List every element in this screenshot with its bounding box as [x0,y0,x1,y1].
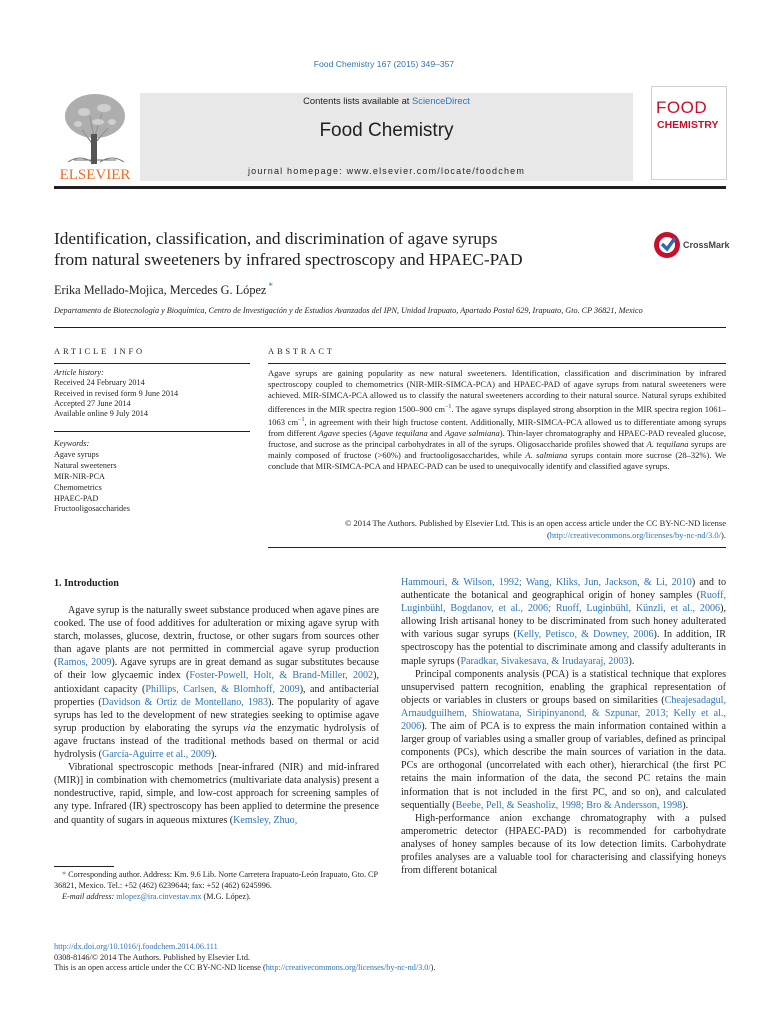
abstract-part: syrups are mainly composed of fructose (>60%) and fructooligosaccharides, while [268,438,726,461]
title-line-1: Identification, classification, and discrimination of agave syrups [54,229,498,248]
paragraph-text: ). [628,655,635,667]
paragraph-text: ) and to authenticate the botanical and geographical origin of honey samples ( [401,577,727,602]
article-info-heading: ARTICLE INFO [54,346,145,356]
keywords-rule [54,431,250,432]
paragraph-text: ). [682,799,689,811]
abstract-part: , in agreement with their high fructose content. Additionally, MIR-SIMCA-PCA allowed us to differentiate among syrups from different [268,416,727,438]
email-suffix: (M.G. López). [201,892,251,902]
abstract-part: Agave syrups are gaining popularity as new natural sweeteners. Identification, classification and discrimination by infrared spectroscopy coupled to chemometrics (NIR-MIR-SIMCA-PCA) and HPAEC-PAD of agave syrups from natural sweeteners were achieved. MIR-SIMCA-PCA allowed us to classify the natural sweeteners according to their natural source. Natural syrups exhibited differences in the MIR spectra region 1500–900 cm [268,368,726,414]
citation-link[interactable]: Ruoff, Luginbühl, Bogdanov, et al., 2006; Ruoff, Luginbühl, Künzli, et al., 2006 [401,590,726,615]
citation-link[interactable]: Beebe, Pell, & Seasholiz, 1998; Bro & Andersson, 1998 [455,799,683,811]
body-paragraph [401,812,726,877]
paper-title [54,228,634,270]
keyword: Natural sweeteners [54,460,117,470]
footnote-text: Corresponding author. Address: Km. 9.6 Lib. Norte Carretera Irapuato-León Irapuato, Gto. CP 36821, Mexico. Tel.: +52 (462) 6239644; fax: +52 (462) 6245996. [54,870,378,891]
authors-text: Erika Mellado-Mojica, Mercedes G. López [54,283,267,298]
abstract-part: . The agave syrups displayed strong absorption in the MIR spectra region 1061–1063 cm [268,403,726,427]
issn-line: 0308-8146/© 2014 The Authors. Published by Elsevier Ltd. [54,952,250,962]
journal-reference-link[interactable]: Food Chemistry 167 (2015) 349–357 [313,59,455,69]
citation-link[interactable]: García-Aguirre et al., 2009 [101,749,211,761]
body-paragraph [54,604,379,761]
email-link[interactable]: mlopez@ira.cinvestav.mx [116,892,202,902]
abstract-copyright: © 2014 The Authors. Published by Elsevier Ltd. This is an open access article under the CC BY-NC-ND license [344,518,726,528]
history-online: Available online 9 July 2014 [54,409,148,419]
abstract-part: syrups contain more sucrose (28–32%). We conclude that MIR-SIMCA-PCA and HPAEC-PAD can be used to unequivocally identify and classified agave syrups. [268,450,726,472]
body-paragraph [54,761,379,826]
affiliation: Departamento de Biotecnología y Bioquímica, Centro de Investigación y de Estudios Avanzados del IPN, Unidad Irapuato, Apartado Postal 629, Irapuato, Gto. CP 36821, Mexico [54,306,643,315]
doi-link[interactable]: http://dx.doi.org/10.1016/j.foodchem.2014.06.111 [54,942,218,951]
keyword: MIR-NIR-PCA [54,471,105,481]
history-received: Received 24 February 2014 [54,378,145,388]
footnote [54,869,379,903]
species-name: A. salmiana [525,450,568,461]
abstract-text [268,368,726,472]
italic-word: via [243,722,256,734]
wavenumber-unit: −1 [444,403,452,410]
citation-link[interactable]: Ramos, 2009 [57,657,112,669]
corresponding-author-mark[interactable]: * [268,281,273,291]
abstract-part: and [427,427,445,438]
species-name: Agave salmiana [444,427,500,438]
email-label: E-mail address: [62,892,115,902]
keyword: Agave syrups [54,449,99,459]
keywords-label: Keywords: [54,439,90,448]
body-paragraph [401,668,726,812]
citation-link[interactable]: Kemsley, Zhuo, [233,814,298,826]
species-name: Agave [318,427,340,438]
body-column-left [54,604,379,827]
contents-line [140,95,633,106]
history-accepted: Accepted 27 June 2014 [54,398,131,408]
journal-title: Food Chemistry [319,120,454,141]
footnote-rule [54,866,114,867]
contents-prefix: Contents lists available at [303,95,413,106]
citation-link[interactable]: Cheajesadagul, Arnaudguilhem, Shiowatana, Siripinyanond, & Szpunar, 2013; Kelly et al., 2006 [401,694,726,733]
abstract-rule [268,363,726,364]
citation-link[interactable]: Davidson & Ortiz de Montellano, 1983 [101,696,269,708]
paragraph-text: ). [210,749,217,761]
keyword: Chemometrics [54,482,102,492]
citation-link[interactable]: Phillips, Carlsen, & Blomhoff, 2009 [145,683,300,695]
keyword: Fructooligosaccharides [54,504,130,514]
license-close: ). [721,530,726,540]
open-access-line [54,963,726,974]
journal-homepage[interactable]: journal homepage: www.elsevier.com/locate/foodchem [247,166,526,176]
paragraph-text: ). The aim of PCA is to express the main information contained within a larger group of variables using a smaller group of variables, defined as principal components (PCs), which describe the main sources of variation in the data. PCs are orthogonal (uncorrelated with each other), hierarchical (the first PC retains the main information of the data, the second PC retains the main information that is not included in the first PC, and so on), and calculated sequentially ( [401,721,726,811]
abstract-end-rule [268,547,726,548]
article-history [54,368,250,419]
wavenumber-unit: −1 [298,416,305,423]
paragraph-text: High-performance anion exchange chromatography with a pulsed amperometric detector (HPAEC-PAD) is recommended for carbohydrate analyses of honey samples because of its low detection limits. Carbohydrate profiles analyses are a valuable tool for characterising and classifying honeys from different botanical [401,812,726,877]
paragraph-text: ), antioxidant capacity ( [54,670,379,695]
crossmark-label[interactable]: CrossMark [683,240,730,250]
oa-license-link[interactable]: http://creativecommons.org/licenses/by-nc-nd/3.0/ [265,963,431,972]
section-heading-introduction: 1. Introduction [54,578,119,589]
crossmark-icon[interactable] [652,230,682,260]
citation-link[interactable]: Hammouri, & Wilson, 1992; Wang, Kliks, Jun, Jackson, & Li, 2010 [401,577,692,588]
citation-link[interactable]: Foster-Powell, Holt, & Brand-Miller, 2002 [189,670,374,682]
citation-link[interactable]: Paradkar, Sivakesava, & Irudayaraj, 2003 [460,655,629,667]
license-link[interactable]: http://creativecommons.org/licenses/by-nc-nd/3.0/ [549,530,722,540]
header-rule [54,186,726,189]
abstract-part: species ( [339,427,372,438]
paragraph-text: ). Agave syrups are in great demand as sugar substitutes because of their low glycaemic index ( [54,657,379,682]
species-name: Agave tequilana [371,427,428,438]
citation-link[interactable]: Kelly, Petisco, & Downey, 2006 [516,629,654,641]
cover-title-chemistry: CHEMISTRY [657,119,719,131]
sciencedirect-link[interactable]: ScienceDirect [412,95,470,106]
author-list [54,281,273,298]
paragraph-text: the enzymatic hydrolysis of agave fructans instead of the traditional methods based on thermal or acid hydrolysis ( [54,722,379,761]
cover-title-food: FOOD [656,98,708,117]
license-line [268,530,726,541]
paragraph-text: Vibrational spectroscopic methods [near-infrared (NIR) and mid-infrared (MIR)] in combination with chemometrics (multivariate data analysis) present a nondestructive, rapid, simple, and low-cost approach for screening samples of any type. Infrared (IR) spectroscopy has been applied to determine the presence and quantity of sugars in aqueous mixtures ( [54,762,379,826]
title-rule [54,327,726,328]
keywords-block [54,439,250,515]
paragraph-text: ). The popularity of agave syrups has led to the development of new strategies seeking to optimise agave syrup production by elaborating the syrups [54,696,379,734]
elsevier-logo [54,86,136,182]
elsevier-wordmark: ELSEVIER [59,167,131,182]
body-column-right [401,576,726,877]
oa-prefix: This is an open access article under the CC BY-NC-ND license ( [54,963,266,972]
body-paragraph [401,576,726,668]
abstract-part: ). Thin-layer chromatography and HPAEC-PAD revealed glucose, fructose, and sucrose as the principal carbohydrates in all of the syrups. Oligosaccharide profiles showed that [268,427,726,449]
footnote-mark: * [62,870,67,879]
history-label: Article history: [54,368,104,377]
oa-suffix: ). [430,963,436,972]
history-revised: Received in revised form 9 June 2014 [54,388,179,398]
paragraph-text: ), allowing Irish artisanal honey to be discriminated from such honey adulterated with various sugar syrups ( [401,603,726,641]
abstract-heading: ABSTRACT [268,346,335,356]
paragraph-text: Principal components analysis (PCA) is a statistical technique that explores unsupervised pattern recognition, enabling the graphical representation of objects or variables in clusters or groups based on similarities ( [401,668,726,706]
title-line-2: from natural sweeteners by infrared spectroscopy and HPAEC-PAD [54,250,523,269]
keyword: HPAEC-PAD [54,493,99,503]
paragraph-text: Agave syrup is the naturally sweet substance produced when agave pines are cooked. The use of food additives for adulteration or mixing agave syrup with starch, molasses, glucose, dextrin, fructose, or other sugars from sources other than agave plants are not permitted in commercial agave syrup production ( [54,605,379,669]
paragraph-text: ). In addition, IR spectroscopy has the potential to discriminate among and classify adulterants in maple syrups ( [401,629,726,667]
article-meta [54,942,726,974]
paragraph-text: ), and antibacterial properties ( [54,683,379,708]
article-info-rule [54,363,250,364]
license-open: ( [546,530,550,540]
species-name: A. tequilana [646,438,689,449]
